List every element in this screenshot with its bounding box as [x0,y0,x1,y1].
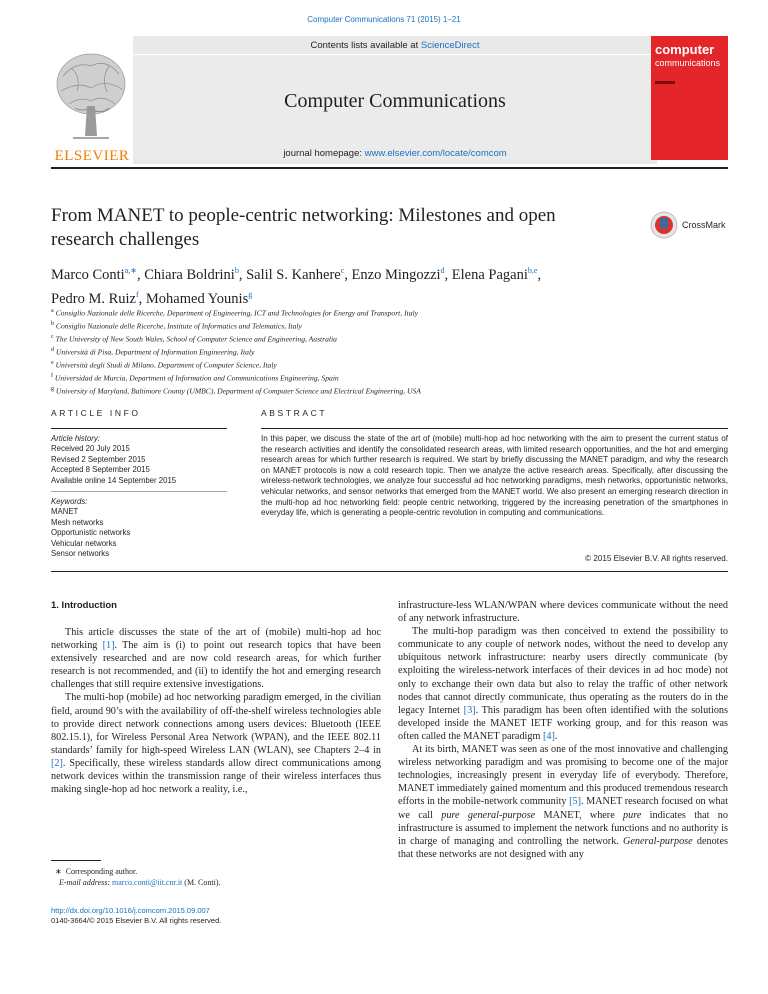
journal-homepage [133,148,657,159]
introduction-heading: 1. Introduction [51,600,117,611]
affiliation-key: e [51,360,54,367]
text-run: . [554,730,558,742]
doi-block [51,906,381,926]
right-paragraph-2 [398,743,728,861]
reference-link-5[interactable]: [5] [569,796,581,808]
masthead-band [133,36,657,164]
text-run: . The aim is (i) to point out research topics that have been extensively researched and are now cold research areas, for which further research is not recommended, and (ii) to identify the hot and emerging research challenges that still require extensive investigations. [51,640,382,691]
article-title [51,204,611,252]
author-separator: , [138,290,146,307]
affiliation-key: c [51,334,54,341]
author-affiliation-mark[interactable]: c [340,266,345,275]
reference-link-3[interactable]: [3] [463,704,476,716]
affiliation-key: g [51,386,54,393]
affiliation-item [51,332,731,345]
reference-link-1[interactable]: [1] [102,640,115,652]
text-run: . Specifically, these wireless standards allow direct communications among network devices within the transmission range of their wireless interfaces thus making single-hop ad hoc network a reality, i.e., [51,757,381,796]
author-separator: , [537,266,542,283]
keyword-list [51,507,227,559]
crossmark-label: CrossMark [682,220,726,230]
abstract-text: In this paper, we discuss the state of the art of (mobile) multi-hop ad hoc networking with the aim to present the current status of the research activities and identify the consolidated research areas, with limited research opportunities, and the hot and emerging research areas for which further research is required. We start by briefly discussing the MANET paradigm, and why the research on MANET protocols is now a cold research topic. Then we analyze the active research areas. Specifically, after discussing the wireless-network technologies, we analyze four successful ad hoc networking paradigms, mesh networks, opportunistic networks, vehicular networks, and sensor networks that emerged from the MANET world. We also present an emerging research direction in the multi-hop ad hoc networking field: people centric networking, triggered by the increasing penetration of the smartphones in everyday life, which is generating a people-centric revolution in computing and communications. [261,434,728,518]
author-affiliation-mark[interactable]: b [234,266,239,275]
affiliation-text: Università degli Studi di Milano, Department of Computer Science, Italy [53,360,277,370]
affiliation-key: d [51,347,54,354]
article-history [51,434,227,486]
author-separator: , [238,266,247,283]
issn-line: 0140-3664/© 2015 Elsevier B.V. All rights reserved. [51,916,222,925]
affiliation-item [51,358,731,371]
journal-masthead [51,36,728,164]
history-received: Received 20 July 2015 [51,444,130,454]
right-paragraph-0: infrastructure-less WLAN/WPAN where devices communicate without the need of any network infrastructure. [398,600,728,625]
masthead-rule [51,167,728,169]
cover-bar [655,81,675,84]
text-run: . This paradigm has been often identified with the solutions developed inside the MANET IETF working group, and for this reason was often called the MANET paradigm [398,704,728,742]
footnote-email [51,877,381,888]
keywords-label: Keywords: [51,497,88,506]
left-column [51,626,381,796]
affiliation-item [51,306,731,319]
contents-line [133,40,657,51]
affiliation-item [51,319,731,332]
crossmark-badge[interactable] [650,210,730,240]
emphasis: General-purpose [623,835,693,847]
history-rule [51,491,227,492]
affiliation-text: Università di Pisa, Department of Information Engineering, Italy [54,347,255,357]
author-affiliation-mark[interactable]: b,e [527,266,538,275]
author-name: Mohamed Younis [145,290,249,307]
emphasis: pure [623,809,642,821]
email-suffix: (M. Conti). [182,878,221,887]
doi-link[interactable]: http://dx.doi.org/10.1016/j.comcom.2015.09.007 [51,906,210,915]
email-link[interactable]: marco.conti@iit.cnr.it [112,878,183,887]
footnote-rule [51,860,101,861]
affiliation-text: The University of New South Wales, School of Computer Science and Engineering, Australia [53,334,337,344]
keyword-item: MANET [51,507,79,517]
keyword-item: Sensor networks [51,549,110,559]
keyword-item: Mesh networks [51,517,104,527]
text-run: denotes that these networks are not designed with any [398,835,728,860]
author-affiliation-mark[interactable]: f [135,289,139,299]
author-name: Elena Pagani [451,266,528,283]
footnote [51,866,381,888]
history-accepted: Accepted 8 September 2015 [51,465,150,475]
affiliation-key: a [51,308,54,314]
author-name: Chiara Boldrini [144,266,235,283]
author-separator: , [344,266,352,283]
sciencedirect-link[interactable]: ScienceDirect [420,40,480,51]
keywords [51,497,227,559]
homepage-prefix: journal homepage: [283,148,365,159]
article-info-rule [51,428,227,429]
author-affiliation-mark[interactable]: g [248,289,253,299]
article-info-heading: ARTICLE INFO [51,408,141,418]
history-label: Article history: [51,434,100,443]
intro-paragraph-2 [51,691,381,796]
affiliation-item [51,384,731,397]
journal-citation[interactable]: Computer Communications 71 (2015) 1–21 [307,15,461,24]
title-line-2: research challenges [51,229,200,250]
author-separator: , [444,266,452,283]
elsevier-tree-logo [51,46,131,146]
affiliation-text: Consiglio Nazionale delle Ricerche, Institute of Informatics and Telematics, Italy [54,321,302,331]
cover-word-communications: communications [655,58,721,68]
affiliation-key: b [51,321,54,328]
author-affiliation-mark[interactable]: a,∗ [124,266,137,275]
author-name: Pedro M. Ruiz [51,290,136,307]
keyword-item: Opportunistic networks [51,528,131,538]
keyword-item: Vehicular networks [51,538,117,548]
homepage-link[interactable]: www.elsevier.com/locate/comcom [364,148,507,159]
journal-name: Computer Communications [284,90,506,112]
affiliation-text: University of Maryland, Baltimore County (UMBC), Department of Computer Science and Electrical Engineering, USA [54,386,421,396]
affiliation-list [51,306,731,397]
affiliation-text: Consiglio Nazionale delle Ricerche, Department of Engineering, ICT and Technologies for Energy and Transport, Italy [53,308,419,318]
history-online: Available online 14 September 2015 [51,475,177,485]
crossmark-icon [650,210,678,240]
text-run: The multi-hop paradigm was then conceived to extend the possibility to communicate to any couple of network nodes, without the need to develop any ubiquitous network infrastructure: nearby users directly communicate (by exploiting the wireless-network interfaces of their devices in ad hoc mode) not only to exchange their own data but also to relay the traffic of other network nodes that cannot directly communicate, thus operating as the routers do in the legacy Internet [398,626,728,716]
abstract-heading: ABSTRACT [261,408,328,418]
author-affiliation-mark[interactable]: d [440,266,445,275]
contents-prefix: Contents lists available at [310,40,421,51]
footnote-corresponding [51,866,381,877]
right-paragraph-1 [398,625,728,743]
author-name: Salil S. Kanhere [246,266,341,283]
affiliation-key: f [51,373,53,380]
emphasis: pure general-purpose [441,809,536,821]
text-run: indicates that no infrastructure is assumed to implement the network functions and no authority is in charge of managing and controlling the network. [398,809,728,847]
history-revised: Revised 2 September 2015 [51,454,146,464]
author-name: Marco Conti [51,266,125,283]
journal-cover [651,36,728,160]
affiliation-text: Universidad de Murcia, Department of Information and Communications Engineering, Spain [53,373,339,383]
cover-word-computer: computer [655,42,715,57]
author-name: Enzo Mingozzi [351,266,441,283]
email-label: E-mail address: [59,878,113,887]
intro-paragraph-1 [51,626,381,691]
right-column [398,599,728,861]
text-run: The multi-hop (mobile) ad hoc networking paradigm emerged, in the civilian field, around 90’s with the availability of off-the-shelf wireless technologies able to provide direct network connections among users devices: Bluetooth (IEEE 802.15.1), for Wireless Personal Area Network (WPAN), and the IEEE 802.11 standards’ family for high-speed Wireless LAN (WLAN), see Chapters 2–4 in [51,692,381,756]
section-rule [51,571,728,572]
abstract-rule [261,428,728,429]
footnote-mark: ∗ [55,867,62,876]
text-run: MANET, where [535,809,624,821]
text-run: At its birth, MANET was seen as one of the most innovative and challenging wireless networking paradigm and was promising to become one of the major technologies, increasingly present in everyday life of everybody. Therefore, MANET immediately gained momentum and this produced tremendous research efforts in the mobile-network community [398,744,728,808]
abstract-copyright: © 2015 Elsevier B.V. All rights reserved. [585,554,728,563]
title-line-1: From MANET to people-centric networking: Milestones and open [51,205,556,226]
affiliation-item [51,371,731,384]
author-list [51,261,731,309]
publisher-name: ELSEVIER [54,148,130,164]
text-run: . MANET research focused on what we call [398,796,729,821]
affiliation-item [51,345,731,358]
footnote-text: Corresponding author. [65,867,138,876]
text-run: This article discusses the state of the art of (mobile) multi-hop ad hoc networking [51,627,381,652]
reference-link-2[interactable]: [2] [51,757,63,769]
author-separator: , [136,266,145,283]
reference-link-4[interactable]: [4] [542,730,555,742]
